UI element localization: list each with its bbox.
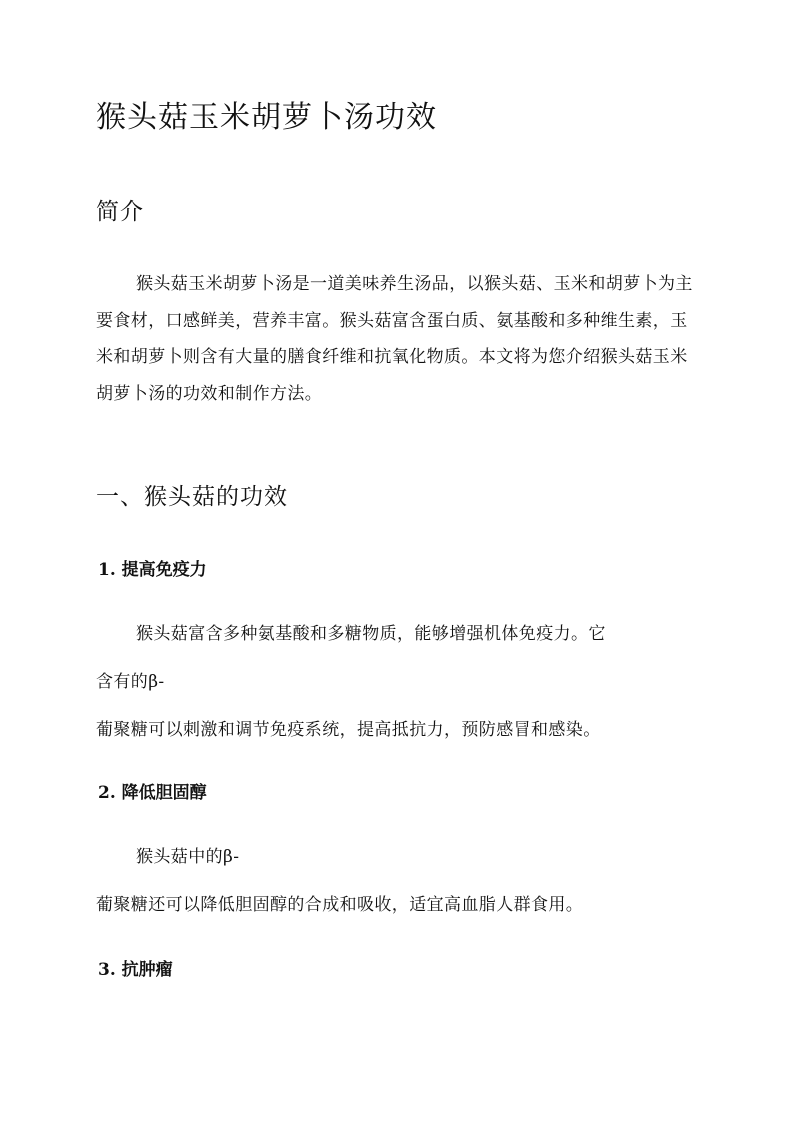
- cholesterol-line-1: 猴头菇中的β-: [136, 847, 240, 867]
- immunity-line-3: 葡聚糖可以刺激和调节免疫系统，提高抵抗力，预防感冒和感染。: [96, 720, 601, 740]
- subheading-anti-tumor: 3. 抗肿瘤: [98, 960, 173, 980]
- immunity-line-1: 猴头菇富含多种氨基酸和多糖物质，能够增强机体免疫力。它: [136, 624, 606, 644]
- intro-heading: 简介: [96, 199, 144, 225]
- subheading-cholesterol: 2. 降低胆固醇: [98, 783, 207, 803]
- section-heading-monkey-head-mushroom: 一、猴头菇的功效: [96, 484, 288, 510]
- cholesterol-line-2: 葡聚糖还可以降低胆固醇的合成和吸收，适宜高血脂人群食用。: [96, 895, 584, 915]
- document-title: 猴头菇玉米胡萝卜汤功效: [96, 100, 437, 135]
- immunity-line-2: 含有的β-: [96, 672, 165, 692]
- subheading-immunity: 1. 提高免疫力: [98, 560, 207, 580]
- intro-paragraph: 猴头菇玉米胡萝卜汤是一道美味养生汤品，以猴头菇、玉米和胡萝卜为主要食材，口感鲜美，营养丰富。猴头菇富含蛋白质、氨基酸和多种维生素，玉米和胡萝卜则含有大量的膳食纤维和抗氧化物质。本文将为您介绍猴头菇玉米胡萝卜汤的功效和制作方法。: [96, 274, 693, 404]
